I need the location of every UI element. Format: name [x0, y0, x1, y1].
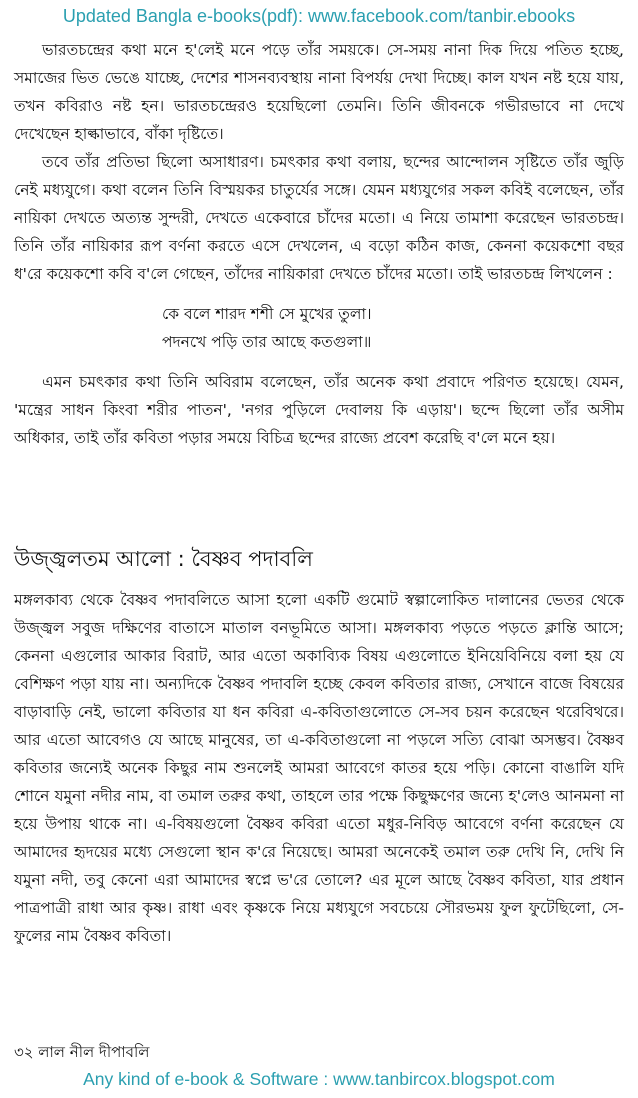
verse-line: কে বলে শারদ শশী সে মুখের তুলা। [162, 305, 372, 323]
paragraph: ভারতচন্দ্রের কথা মনে হ'লেই মনে পড়ে তাঁর সময়কে। সে-সময় নানা দিক দিয়ে পতিত হচ্ছে, সমাজের ভিত ভেঙে যাচ্ছে, দেশের শাসনব্যবস্থায় নানা বিপর্যয় দেখা দিচ্ছে। কাল যখন নষ্ট হয়ে যায়, তখন কবিরাও নষ্ট হন। ভারতচন্দ্রেরও হয়েছিলো তেমনি। তিনি জীবনকে গভীরভাবে না দেখে দেখেছেন হাল্কাভাবে, বাঁকা দৃষ্টিতে। [14, 41, 624, 143]
verse-line: পদনখে পড়ি তার আছে কতগুলা॥ [162, 333, 372, 351]
paragraph: এমন চমৎকার কথা তিনি অবিরাম বলেছেন, তাঁর অনেক কথা প্রবাদে পরিণত হয়েছে। যেমন, 'মন্ত্রের সাধন কিংবা শরীর পাতন', 'নগর পুড়িলে দেবালয় কি এড়ায়'। ছন্দে ছিলো তাঁর অসীম অধিকার, তাই তাঁর কবিতা পড়ার সময়ে বিচিত্র ছন্দের রাজ্যে প্রবেশ করেছি ব'লে মনে হয়। [14, 373, 624, 447]
page-footer: ৩২ লাল নীল দীপাবলি [14, 1043, 150, 1061]
section-heading: উজ্জ্বলতম আলো : বৈষ্ণব পদাবলি [14, 547, 313, 571]
footer-banner: Any kind of e-book & Software : www.tanbircox.blogspot.com [83, 1069, 555, 1089]
page-body [14, 36, 624, 950]
paragraph: মঙ্গলকাব্য থেকে বৈষ্ণব পদাবলিতে আসা হলো একটি গুমোট স্বল্পালোকিত দালানের ভেতর থেকে উজ্জ্বল সবুজ দক্ষিণের বাতাসে মাতাল বনভূমিতে আসা। মঙ্গলকাব্য পড়তে পড়তে ক্লান্তি আসে; কেননা এগুলোর আকার বিরাট, আর এতো অকাব্যিক বিষয় এগুলোতে ইনিয়েবিনিয়ে বলা হয় যে বেশিক্ষণ পড়া যায় না। অন্যদিকে বৈষ্ণব পদাবলি হচ্ছে কেবল কবিতার রাজ্য, সেখানে বাজে বিষয়ের বাড়াবাড়ি নেই, ভালো কবিতার যা ধন কবিরা এ-কবিতাগুলোতে সে-সব চয়ন করেছেন থরেবিথরে। আর এতো আবেগও যে আছে মানুষের, তা এ-কবিতাগুলো না পড়লে সত্যি বোঝা অসম্ভব। বৈষ্ণব কবিতার জন্যেই অনেক কিছুর নাম শুনলেই আমরা আবেগে কাতর হয়ে পড়ি। কোনো বাঙালি যদি শোনে যমুনা নদীর নাম, বা তমাল তরুর কথা, তাহলে তার পক্ষে কিছুক্ষণের জন্যে হ'লেও আনমনা না হয়ে উপায় থাকে না। এ-বিষয়গুলো বৈষ্ণব কবিরা এতো মধুর-নিবিড় আবেগে বর্ণনা করেছেন যে আমাদের হৃদয়ের মধ্যে সেগুলো স্থান ক'রে নিয়েছে। আমরা অনেকেই তমাল তরু দেখি নি, দেখি নি যমুনা নদী, তবু কেনো এরা আমাদের স্বপ্নে ভ'রে তোলে? এর মূলে আছে বৈষ্ণব কবিতা, যার প্রধান পাত্রপাত্রী রাধা আর কৃষ্ণ। রাধা এবং কৃষ্ণকে নিয়ে মধ্যযুগে সবচেয়ে সৌরভময় ফুল ফুটেছিলো, সে-ফুলের নাম বৈষ্ণব কবিতা। [14, 591, 624, 945]
section-gap [14, 452, 624, 544]
paragraph: তবে তাঁর প্রতিভা ছিলো অসাধারণ। চমৎকার কথা বলায়, ছন্দের আন্দোলন সৃষ্টিতে তাঁর জুড়ি নেই মধ্যযুগে। কথা বলেন তিনি বিস্ময়কর চাতুর্যের সঙ্গে। যেমন মধ্যযুগের সকল কবিই বলেছেন, তাঁর নায়িকা দেখতে অত্যন্ত সুন্দরী, দেখতে একেবারে চাঁদের মতো। এ নিয়ে তামাশা করেছেন ভারতচন্দ্র। তিনি তাঁর নায়িকার রূপ বর্ণনা করতে এসে দেখলেন, এ বড়ো কঠিন কাজ, কেননা কয়েকশো বছর ধ'রে কয়েকশো কবি ব'লে গেছেন, তাঁদের নায়িকারা দেখতে চাঁদের মতো। তাই ভারতচন্দ্র লিখলেন : [14, 153, 624, 283]
header-banner: Updated Bangla e-books(pdf): www.facebook.com/tanbir.ebooks [62, 6, 576, 26]
verse-quote [162, 300, 624, 356]
